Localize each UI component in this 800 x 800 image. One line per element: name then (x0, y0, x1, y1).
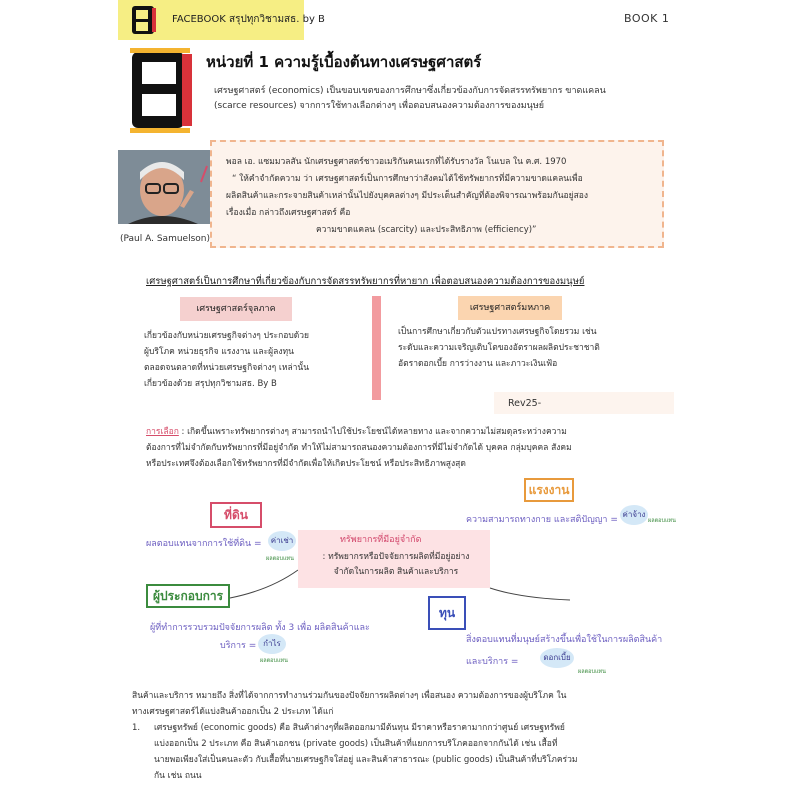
book-label: BOOK 1 (624, 12, 670, 25)
quote-line: พอล เอ. แซมมวลสัน นักเศรษฐศาสตร์ชาวอเมริกันคนแรกที่ได้รับรางวัล โนเบล ใน ค.ศ. 1970 (226, 157, 567, 167)
entrepreneur-text: ผู้ที่ทำการรวบรวมปัจจัยการผลิต ทั้ง 3 เพื่อ ผลิตสินค้าและ (150, 623, 370, 633)
samuelson-portrait (118, 150, 210, 224)
intro-line: เศรษฐศาสตร์ (economics) เป็นขอบเขตของการศึกษาซึ่งเกี่ยวข้องกับการจัดสรรทรัพยากร ขาดแคลน (214, 86, 606, 96)
capital-bubble: ดอกเบี้ย (540, 648, 574, 668)
quote-line: ความขาดแคลน (scarcity) และประสิทธิภาพ (efficiency)” (316, 225, 537, 235)
macro-line: เป็นการศึกษาเกี่ยวกับตัวแปรทางเศรษฐกิจโดยรวม เช่น (398, 327, 597, 337)
quote-line: ผลิตสินค้าและกระจายสินค้าเหล่านั้นไปยังบุคคลต่างๆ มีประเด็นสำคัญที่ต้องพิจารณาพร้อมกันอยู่สอง (226, 191, 589, 201)
land-text: ผลตอบแทนจากการใช้ที่ดิน = (146, 539, 262, 549)
labor-label: แรงงาน (524, 478, 574, 502)
pen-mark-icon (198, 164, 210, 184)
book-logo-icon (128, 4, 162, 36)
micro-economics-text (144, 328, 344, 392)
goods-line: ทางเศรษฐศาสตร์ได้แบ่งสินค้าออกเป็น 2 ประเภท ได้แก่ (132, 707, 334, 717)
goods-section (132, 688, 672, 784)
labor-bubble: ค่าจ้าง (620, 505, 648, 525)
labor-note: ผลตอบแทน (648, 518, 676, 524)
limited-resources-title: ทรัพยากรที่มีอยู่จำกัด (340, 535, 422, 545)
entrepreneur-text: บริการ = (220, 641, 257, 651)
quote-box (210, 140, 664, 248)
choice-text: : เกิดขึ้นเพราะทรัพยากรต่างๆ สามารถนำไปใช้ประโยชน์ได้หลายทาง และจากความไม่สมดุลระหว่างความ (178, 427, 567, 437)
goods-line: สินค้าและบริการ หมายถึง สิ่งที่ได้จากการทำงานร่วมกันของปัจจัยการผลิตต่างๆ เพื่อสนอง ความต้องการของผู้บริโภค ใน (132, 691, 567, 701)
choice-label: การเลือก (146, 427, 179, 437)
definition-line: เศรษฐศาสตร์เป็นการศึกษาที่เกี่ยวข้องกับการจัดสรรทรัพยากรที่หายาก เพื่อตอบสนองความต้องการของมนุษย์ (146, 276, 585, 287)
macro-economics-text (398, 324, 668, 372)
micro-line: ตลอดจนตลาดที่หน่วยเศรษฐกิจต่างๆ เหล่านั้น (144, 363, 310, 373)
land-label: ที่ดิน (210, 502, 262, 528)
intro-line: (scarce resources) จากการใช้ทางเลือกต่างๆ เพื่อตอบสนองความต้องการของมนุษย์ (214, 101, 545, 111)
goods-item-number: 1. (132, 723, 141, 733)
quote-line: “ ให้คำจำกัดความ ว่า เศรษฐศาสตร์เป็นการศึกษาว่าสังคมได้ใช้ทรัพยากรที่มีความขาดแคลนเพื่อ (232, 174, 583, 184)
rev-label: Rev25- (508, 398, 542, 409)
choice-paragraph (146, 424, 670, 472)
goods-item-body (154, 720, 577, 784)
micro-economics-label: เศรษฐศาสตร์จุลภาค (180, 297, 292, 321)
goods-item-line: กัน เช่น ถนน (154, 771, 202, 781)
choice-line: ต้องการที่ไม่จำกัดกับทรัพยากรที่มีอยู่จำกัด ทำให้ไม่สามารถสนองความต้องการที่มีไม่จำกัดได้ บุคคล กลุ่มบุคคล สังคม (146, 443, 572, 453)
macro-line: ระดับและความเจริญเติบโตของอัตราผลผลิตประชาชาติ (398, 343, 600, 353)
micro-line: เกี่ยวข้องกับหน่วยเศรษฐกิจต่างๆ ประกอบด้วย (144, 331, 310, 341)
capital-label: ทุน (428, 596, 466, 630)
limited-resources-body (302, 550, 490, 580)
goods-item-line: แบ่งออกเป็น 2 ประเภท คือ สินค้าเอกชน (private goods) เป็นสินค้าที่แยกการบริโภคออกจากกันได้ เช่น เสื้อที่ (154, 739, 558, 749)
capital-text: สิ่งตอบแทนที่มนุษย์สร้างขึ้นเพื่อใช้ในการผลิตสินค้า (466, 635, 663, 645)
quote-line: เรื่องเมื่อ กล่าวถึงเศรษฐศาสตร์ คือ (226, 208, 351, 218)
intro-paragraph (214, 84, 684, 114)
micro-line: ผู้บริโภค หน่วยธุรกิจ แรงงาน และผู้ลงทุน (144, 347, 294, 357)
micro-line: เกี่ยวข้องด้วย สรุปทุกวิชามสธ. By B (144, 379, 277, 389)
facebook-label: FACEBOOK สรุปทุกวิชามสธ. by B (172, 14, 325, 25)
goods-item-line: เศรษฐทรัพย์ (economic goods) คือ สินค้าต่างๆที่ผลิตออกมามีต้นทุน มีราคาหรือราคามากกว่าศูนย์ เศรษฐทรัพย์ (154, 723, 565, 733)
macro-economics-label: เศรษฐศาสตร์มหภาค (458, 296, 562, 320)
entrepreneur-bubble: กำไร (258, 634, 286, 654)
portrait-caption: (Paul A. Samuelson) (120, 234, 210, 244)
land-bubble: ค่าเช่า (268, 531, 296, 551)
choice-line (146, 424, 670, 440)
choice-line: หรือประเทศจึงต้องเลือกใช้ทรัพยากรที่มีจำกัดเพื่อให้เกิดประโยชน์ หรือประสิทธิภาพสูงสุด (146, 459, 466, 469)
capital-text: และบริการ = (466, 657, 519, 667)
center-line: : ทรัพยากรหรือปัจจัยการผลิตที่มีอยู่อย่าง (322, 552, 470, 562)
unit-title: หน่วยที่ 1 ความรู้เบื้องต้นทางเศรษฐศาสตร์ (206, 53, 482, 71)
macro-line: อัตราดอกเบี้ย การว่างงาน และภาวะเงินเฟ้อ (398, 359, 558, 369)
land-note: ผลตอบแทน (266, 556, 294, 562)
goods-item (132, 720, 672, 784)
goods-item-line: นายพอเพียงใส่เป็นคนละตัว กับเสื้อที่นายเศรษฐกิจใส่อยู่ และสินค้าสาธารณะ (public goods) เป็นสินค้าที่บริโภคร่วม (154, 755, 578, 765)
book-stack-logo-icon (128, 48, 198, 134)
center-line: จำกัดในการผลิต สินค้าและบริการ (333, 567, 459, 577)
entrepreneur-label: ผู้ประกอบการ (146, 584, 230, 608)
labor-text: ความสามารถทางกาย และสติปัญญา = (466, 515, 618, 525)
entrepreneur-note: ผลตอบแทน (260, 658, 288, 664)
section-divider (372, 296, 381, 400)
capital-note: ผลตอบแทน (578, 669, 606, 675)
